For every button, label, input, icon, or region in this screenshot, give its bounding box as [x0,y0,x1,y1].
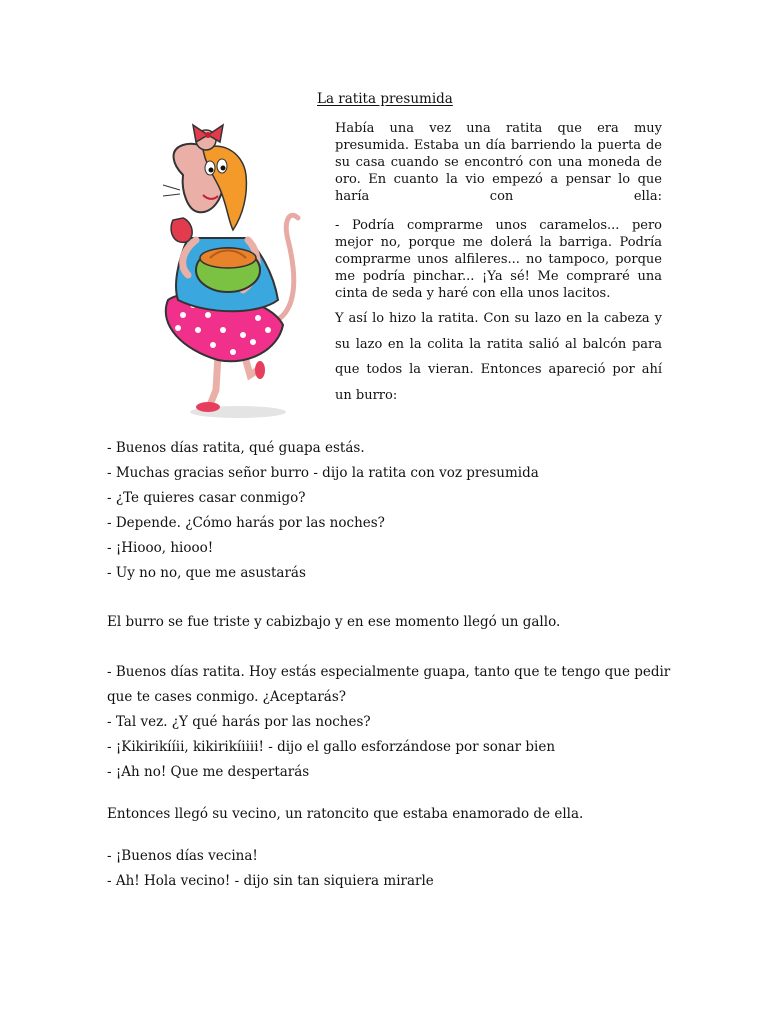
narration-line: El burro se fue triste y cabizbajo y en ese momento llegó un gallo. [107,614,561,630]
dialogue-line: - Depende. ¿Cómo harás por las noches? [107,515,385,531]
narration-1 [107,610,667,635]
dialogue-line: - Muchas gracias señor burro - dijo la ratita con voz presumida [107,465,539,481]
intro-paragraph-2: - Podría comprarme unos caramelos... pero mejor no, porque me dolerá la barriga. Podría comprarme unos alfileres... no tampoco, porque me podría pinchar... ¡Ya sé! Me compraré una cinta de seda y haré con ella unos lacitos. [335,218,662,301]
dialogue-line: - Ah! Hola vecino! - dijo sin tan siquiera mirarle [107,873,434,889]
dialogue-line: - ¡Ah no! Que me despertarás [107,764,310,780]
intro-paragraph-1: Había una vez una ratita que era muy presumida. Estaba un día barriendo la puerta de su casa cuando se encontró con una moneda de oro. En cuanto la vio empezó a pensar lo que haría con ella: [335,121,662,204]
intro-column [335,120,662,421]
dialogue-line: - Buenos días ratita. Hoy estás especialmente guapa, tanto que te tengo que pedir [107,664,671,680]
story-title: La ratita presumida [317,91,453,107]
dialogue-line: - ¡Hiooo, hiooo! [107,540,214,556]
dialogue-line: - Uy no no, que me asustarás [107,565,306,581]
dialogue-line: - ¡Kikirikííii, kikirikíiiii! - dijo el gallo esforzándose por sonar bien [107,739,556,755]
dialogue-burro [107,436,667,586]
mouse-girl-illustration [148,120,318,425]
dialogue-line: - Buenos días ratita, qué guapa estás. [107,440,365,456]
dialogue-vecino [107,844,667,894]
dialogue-line: que te cases conmigo. ¿Aceptarás? [107,689,347,705]
dialogue-line: - Tal vez. ¿Y qué harás por las noches? [107,714,371,730]
dialogue-gallo [107,660,671,785]
narration-line: Entonces llegó su vecino, un ratoncito que estaba enamorado de ella. [107,806,584,822]
dialogue-line: - ¡Buenos días vecina! [107,848,258,864]
intro-paragraph-3: Y así lo hizo la ratita. Con su lazo en la cabeza y su lazo en la colita la ratita salió al balcón para que todos la vieran. Entonces apareció por ahí un burro: [335,311,662,403]
dialogue-line: - ¿Te quieres casar conmigo? [107,490,306,506]
narration-2 [107,802,667,827]
